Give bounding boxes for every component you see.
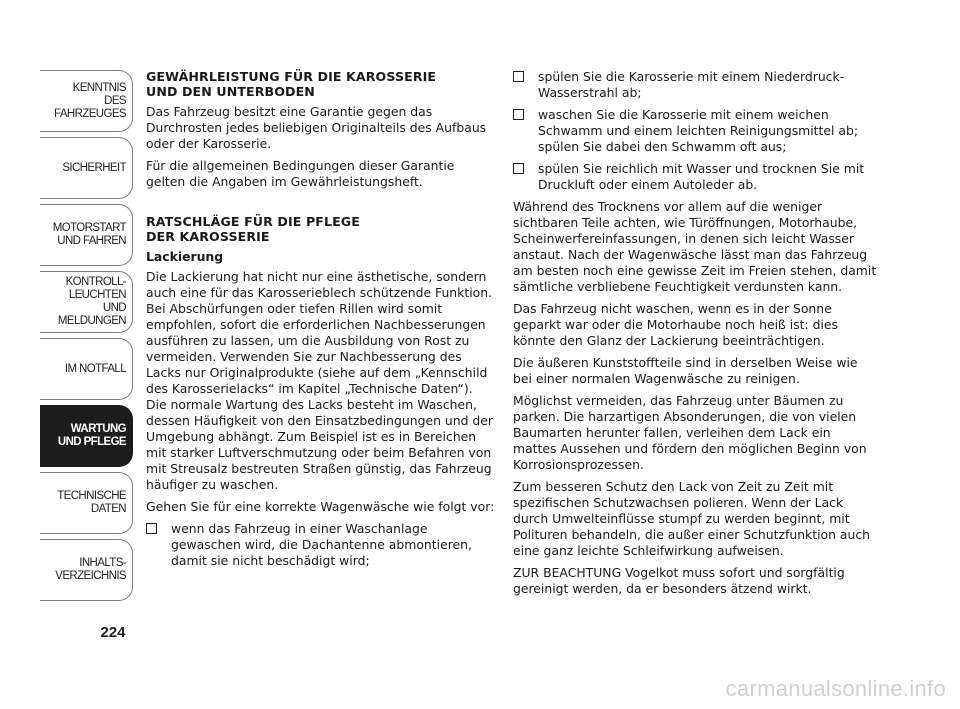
right-column	[513, 69, 878, 603]
tab-sicherheit[interactable]	[40, 137, 133, 199]
tab-kenntnis-des-fahrzeuges[interactable]	[40, 70, 133, 132]
tab-label: MOTORSTART UND FAHREN	[52, 222, 126, 247]
paragraph: Die Lackierung hat nicht nur eine ästhetische, sondern auch eine für das Karosserieblech schützende Funktion. Bei Abschürfungen oder tiefen Rillen wird somit empfohlen, sofort die erforderlichen Nachbesserungen ausführen zu lassen, um die Ausbildung von Rost zu vermeiden. Verwenden Sie zur Nachbesserung des Lacks nur Originalprodukte (siehe auf dem „Kennschild des Karosserielacks“ im Kapitel „Technische Daten“). Die normale Wartung des Lacks besteht im Waschen, dessen Häufigkeit von den Einsatzbedingungen und der Umgebung abhängt. Zum Beispiel ist es in Bereichen mit starker Luftverschmutzung oder beim Befahren von mit Streusalz bestreuten Straßen günstig, das Fahrzeug häufiger zu waschen.	[146, 269, 493, 492]
list-item	[513, 69, 878, 101]
list-item	[513, 161, 878, 193]
list-item-text: spülen Sie reichlich mit Wasser und trocknen Sie mit Druckluft oder einem Autoleder ab.	[538, 161, 865, 192]
tab-inhaltsverzeichnis[interactable]	[40, 539, 133, 601]
paragraph: Das Fahrzeug besitzt eine Garantie gegen das Durchrosten jedes beliebigen Originalteils des Aufbaus oder der Karosserie.	[146, 104, 487, 151]
checkbox-bullet-icon	[513, 71, 524, 82]
watermark: carmanualsonline.info	[725, 676, 946, 701]
paragraph: Möglichst vermeiden, das Fahrzeug unter Bäumen zu parken. Die harzartigen Absonderungen, die von vielen Baumarten herunter fallen, verleihen dem Lack ein mattes Aussehen und fördern den möglichen Beginn von Korrosionsprozessen.	[513, 393, 867, 472]
paragraph: Die äußeren Kunststoffteile sind in derselben Weise wie bei einer normalen Wagenwäsche zu reinigen.	[513, 355, 858, 386]
tab-label: KONTROLL- LEUCHTEN UND MELDUNGEN	[57, 276, 126, 327]
paragraph: Während des Trocknens vor allem auf die weniger sichtbaren Teile achten, wie Türöffnungen, Motorhaube, Scheinwerfereinfassungen, in denen sich leicht Wasser anstaut. Nach der Wagenwäsche lässt man das Fahrzeug am besten noch eine gewisse Zeit im Freien stehen, damit sämtliche verbliebene Feuchtigkeit verdunsten kann.	[513, 199, 877, 294]
checkbox-bullet-icon	[513, 109, 524, 120]
bullet-list	[513, 69, 878, 193]
paragraph: Zum besseren Schutz den Lack von Zeit zu Zeit mit spezifischen Schutzwachsen polieren. Wenn der Lack durch Umwelteinflüsse stumpf zu werden beginnt, mit Polituren behandeln, die außer einer Schutzfunktion auch eine ganz leichte Schleifwirkung aufweisen.	[513, 479, 871, 558]
paragraph: Gehen Sie für eine korrekte Wagenwäsche wie folgt vor:	[146, 499, 495, 514]
paragraph: Das Fahrzeug nicht waschen, wenn es in der Sonne geparkt war oder die Motorhaube noch heiß ist: dies könnte den Glanz der Lackierung beeinträchtigen.	[513, 301, 839, 348]
section-heading-care: RATSCHLÄGE FÜR DIE PFLEGE DER KAROSSERIE	[146, 214, 360, 244]
page-number: 224	[100, 624, 126, 641]
list-item-text: waschen Sie die Karosserie mit einem weichen Schwamm und einem leichten Reinigungsmittel ab; spülen Sie dabei den Schwamm oft aus;	[538, 107, 859, 154]
tab-technische-daten[interactable]	[40, 472, 133, 534]
checkbox-bullet-icon	[513, 163, 524, 174]
bullet-list	[146, 521, 496, 569]
tab-kontrollleuchten-und-meldungen[interactable]	[40, 271, 133, 333]
list-item	[513, 107, 878, 155]
tab-label: IM NOTFALL	[64, 362, 126, 375]
paragraph-note: ZUR BEACHTUNG Vogelkot muss sofort und sorgfältig gereinigt werden, da er besonders ätzend wirkt.	[513, 565, 845, 596]
checkbox-bullet-icon	[146, 523, 157, 534]
list-item	[146, 521, 496, 569]
tab-label: INHALTS- VERZEICHNIS	[55, 557, 126, 582]
tab-motorstart-und-fahren[interactable]	[40, 204, 133, 266]
tab-label: SICHERHEIT	[62, 161, 126, 174]
section-heading-warranty: GEWÄHRLEISTUNG FÜR DIE KAROSSERIE UND DEN UNTERBODEN	[146, 69, 437, 99]
chapter-tabs	[40, 70, 133, 606]
tab-label: KENNTNIS DES FAHRZEUGES	[54, 81, 126, 120]
subheading-lackierung: Lackierung	[146, 249, 224, 264]
tab-label: WARTUNG UND PFLEGE	[57, 423, 126, 448]
tab-label: TECHNISCHE DATEN	[57, 490, 126, 515]
left-column	[146, 69, 496, 575]
paragraph: Für die allgemeinen Bedingungen dieser Garantie gelten die Angaben im Gewährleistungsheft.	[146, 158, 455, 189]
tab-im-notfall[interactable]	[40, 338, 133, 400]
tab-wartung-und-pflege[interactable]	[40, 405, 133, 467]
list-item-text: spülen Sie die Karosserie mit einem Niederdruck-Wasserstrahl ab;	[538, 69, 845, 100]
list-item-text: wenn das Fahrzeug in einer Waschanlage gewaschen wird, die Dachantenne abmontieren, damit sie nicht beschädigt wird;	[171, 521, 472, 568]
